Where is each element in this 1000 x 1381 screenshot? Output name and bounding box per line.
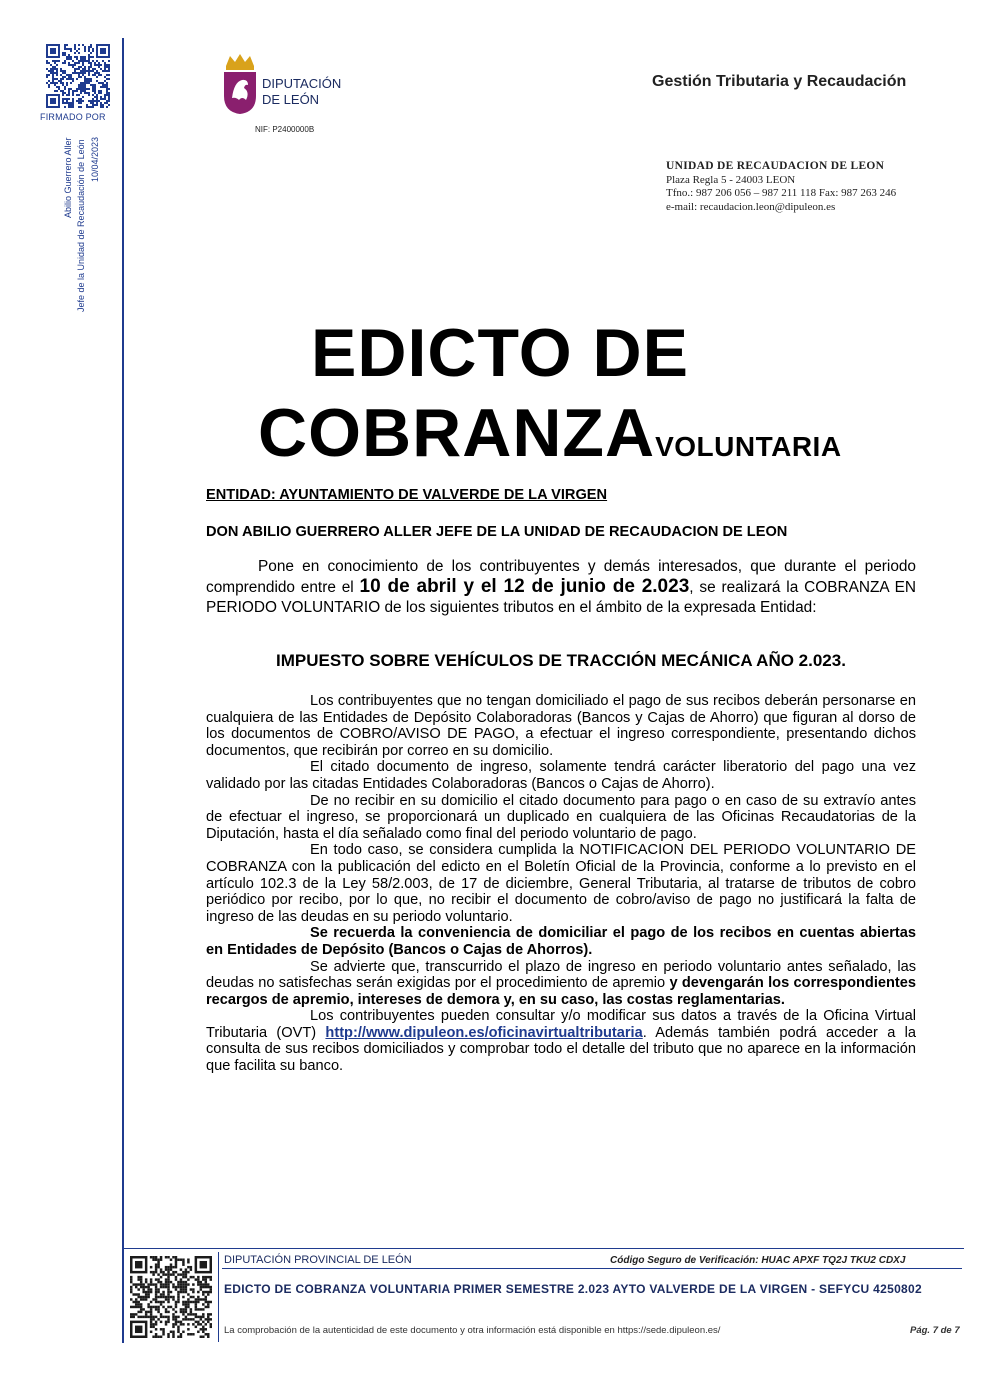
warning-text-b: y devengarán los correspondientes recargos de apremio, intereses de demora y, en su caso, las costas reglamentarias. xyxy=(206,975,916,1008)
logo-wordmark xyxy=(262,76,341,108)
collection-period-dates: 10 de abril y el 12 de junio de 2.023 xyxy=(359,576,690,597)
unit-address: Plaza Regla 5 - 24003 LEON xyxy=(666,173,796,186)
footer-divider xyxy=(222,1268,962,1269)
signature-qr-code-icon xyxy=(46,44,112,108)
unit-contact-block xyxy=(666,160,896,214)
signer-date: 10/04/2023 xyxy=(90,136,100,182)
ovt-link[interactable]: http://www.dipuleon.es/oficinavirtualtributaria xyxy=(325,1024,643,1041)
intro-text-b: , se realizará la COBRANZA EN PERIODO VOLUNTARIO de los siguientes tributos en el ámbito de la expresada Entidad: xyxy=(206,579,916,616)
paragraph-liberatory: El citado documento de ingreso, solamente tendrá carácter liberatorio del pago una vez validado por las citadas Entidades Colaboradoras (Bancos o Cajas de Ahorro). xyxy=(206,759,916,792)
footer-entity: DIPUTACIÓN PROVINCIAL DE LEÓN xyxy=(224,1254,412,1266)
signer-role: Jefe de la Unidad de Recaudación de León xyxy=(76,139,86,312)
tax-heading: IMPUESTO SOBRE VEHÍCULOS DE TRACCIÓN MECÁNICA AÑO 2.023. xyxy=(276,651,846,670)
signer-name: Abilio Guerrero Aller xyxy=(63,137,73,218)
paragraph-duplicate: De no recibir en su domicilio el citado documento para pago o en caso de su extravío antes de efectuar el ingreso, se proporcionará un duplicado en cualquiera de las Oficinas Recaudatorias de la Diputación, hasta el día señalado como final del periodo voluntario de pago. xyxy=(206,792,916,842)
unit-email: e-mail: recaudacion.leon@dipuleon.es xyxy=(666,200,836,213)
unit-phone: Tfno.: 987 206 056 – 987 211 118 Fax: 987 263 246 xyxy=(666,187,897,199)
paragraph-notification: En todo caso, se considera cumplida la NOTIFICACION DEL PERIODO VOLUNTARIO DE COBRANZA con la publicación del edicto en el Boletín Oficial de la Provincia, conforme a lo previsto en el artículo 102.3 de la Ley 58/2.003, de 17 de diciembre, General Tributaria, al tratarse de tributos de cobro periódico por recibo, por lo que, no recibir el documento de cobro/aviso de pago no justificará la falta de ingreso de las deudas en su periodo voluntario. xyxy=(206,842,916,925)
edict-title-line-1: EDICTO DE xyxy=(310,315,690,391)
firmado-por-label: FIRMADO POR xyxy=(40,112,106,122)
paragraph-payment: Los contribuyentes que no tengan domiciliado el pago de sus recibos deberán personarse en cualquiera de las Entidades de Depósito Colaboradoras (Bancos y Cajas de Ahorro) que figuran al dorso de los documentos de COBRO/AVISO DE PAGO, a efectuar el ingreso correspondiente, presentando dichos documentos, que recibirán por correo en su domicilio. xyxy=(206,693,916,759)
margin-vertical-line xyxy=(122,38,124,1343)
ovt-text-a: Los contribuyentes pueden consultar y/o modificar sus datos a través de la Oficina Virtual Tributaria (OVT) xyxy=(206,1008,916,1041)
edict-title-voluntaria: VOLUNTARIA xyxy=(655,431,842,462)
edict-title-cobranza: COBRANZA xyxy=(258,395,656,471)
edict-title-line-2 xyxy=(258,395,842,490)
paragraph-domiciliation: Se recuerda la conveniencia de domiciliar el pago de los recibos en cuentas abiertas en Entidades de Depósito (Bancos o Cajas de Ahorros). xyxy=(206,925,916,958)
department-title: Gestión Tributaria y Recaudación xyxy=(652,73,907,90)
logo-line-2: DE LEÓN xyxy=(262,92,320,107)
intro-text-a: Pone en conocimiento de los contribuyentes y demás interesados, que durante el periodo comprendido entre el xyxy=(206,558,916,596)
ovt-text-b: . Además también podrá acceder a la consulta de sus recibos domiciliados y comprobar todo el detalle del tributo que no aparece en la información que facilita su banco. xyxy=(206,1024,916,1075)
diputacion-leon-logo-icon xyxy=(220,52,260,116)
warning-text-a: Se advierte que, transcurrido el plazo de ingreso en periodo voluntario antes señalado, las deudas no satisfechas serán exigidas por el procedimiento de apremio xyxy=(206,958,916,992)
intro-paragraph xyxy=(206,557,916,618)
footer-qr-code-icon xyxy=(130,1256,212,1338)
logo-line-1: DIPUTACIÓN xyxy=(262,76,342,91)
unit-title: UNIDAD DE RECAUDACION DE LEON xyxy=(666,160,885,172)
paragraph-warning xyxy=(206,959,916,1009)
paragraph-ovt xyxy=(206,1008,916,1074)
page-number: Pág. 7 de 7 xyxy=(910,1325,960,1336)
footer-document-title: EDICTO DE COBRANZA VOLUNTARIA PRIMER SEMESTRE 2.023 AYTO VALVERDE DE LA VIRGEN - SEFYCU 4250802 xyxy=(224,1282,922,1296)
official-heading: DON ABILIO GUERRERO ALLER JEFE DE LA UNIDAD DE RECAUDACION DE LEON xyxy=(206,524,788,540)
verification-code: Código Seguro de Verificación: HUAC APXF TQ2J TKU2 CDXJ xyxy=(610,1255,906,1266)
entity-heading: ENTIDAD: AYUNTAMIENTO DE VALVERDE DE LA VIRGEN xyxy=(206,487,608,503)
nif-label: NIF: P2400000B xyxy=(255,125,315,134)
footer-top-line xyxy=(122,1248,964,1249)
authenticity-note: La comprobación de la autenticidad de este documento y otra información está disponible en https://sede.dipuleon.es/ xyxy=(224,1325,721,1336)
edict-paragraphs xyxy=(206,693,916,1075)
